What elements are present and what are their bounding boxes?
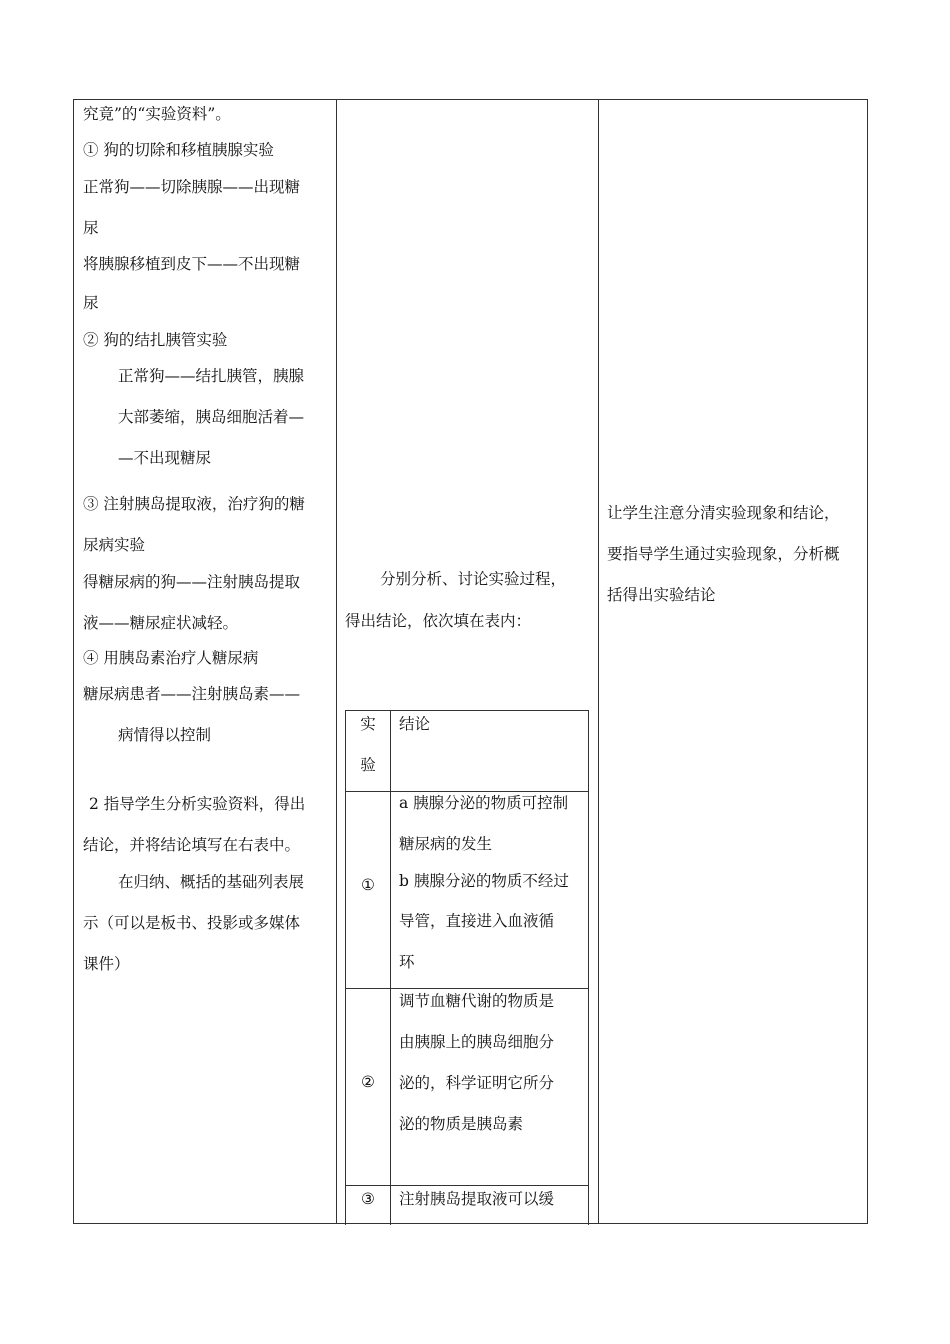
text-line: 正常狗——结扎胰管，胰腺 <box>118 367 305 385</box>
teacher-activity-column <box>74 100 336 1223</box>
text-line: ① 狗的切除和移植胰腺实验 <box>83 141 274 159</box>
text-line: ② 狗的结扎胰管实验 <box>83 331 228 349</box>
conclusion-text: 调节血糖代谢的物质是 <box>399 992 555 1010</box>
text-line: 正常狗——切除胰腺——出现糖 <box>83 178 301 196</box>
text-line: 要指导学生通过实验现象，分析概 <box>607 545 840 563</box>
conclusion-text: 糖尿病的发生 <box>399 835 493 853</box>
text-line: 括得出实验结论 <box>607 586 716 604</box>
header-experiment: 实 <box>360 715 376 733</box>
conclusion-text: 注射胰岛提取液可以缓 <box>399 1190 555 1208</box>
header-experiment: 验 <box>360 756 376 774</box>
text-line: 液——糖尿症状减轻。 <box>83 614 239 632</box>
text-line: 结论，并将结论填写在右表中。 <box>83 836 301 854</box>
text-line: 得糖尿病的狗——注射胰岛提取 <box>83 573 301 591</box>
text-line: 尿 <box>83 294 99 312</box>
text-line: 得出结论，依次填在表内： <box>345 612 532 630</box>
table-row-divider <box>346 791 588 792</box>
conclusion-text: 由胰腺上的胰岛细胞分 <box>399 1033 555 1051</box>
lesson-table <box>73 99 868 1224</box>
text-line: 让学生注意分清实验现象和结论， <box>607 504 840 522</box>
text-line: ④ 用胰岛素治疗人糖尿病 <box>83 649 259 667</box>
text-line: 示（可以是板书、投影或多媒体 <box>83 914 301 932</box>
text-line: 2 指导学生分析实验资料，得出 <box>89 795 306 813</box>
row-number: ① <box>361 876 375 894</box>
table-row-divider <box>346 988 588 989</box>
row-number: ② <box>361 1073 375 1091</box>
table-divider <box>390 711 391 1225</box>
text-line: 课件） <box>83 955 130 973</box>
text-line: ③ 注射胰岛提取液，治疗狗的糖 <box>83 495 305 513</box>
text-line: 分别分析、讨论实验过程， <box>380 570 567 588</box>
text-line: 大部萎缩，胰岛细胞活着— <box>118 408 305 426</box>
text-line: 病情得以控制 <box>118 726 212 744</box>
text-line: 将胰腺移植到皮下——不出现糖 <box>83 255 301 273</box>
row-number: ③ <box>361 1190 375 1208</box>
conclusion-text: 泌的物质是胰岛素 <box>399 1115 524 1133</box>
conclusion-text: a 胰腺分泌的物质可控制 <box>399 794 569 812</box>
text-line: —不出现糖尿 <box>118 449 212 467</box>
text-line: 究竟”的“实验资料”。 <box>83 105 231 123</box>
conclusion-text: 环 <box>399 953 415 971</box>
text-line: 尿病实验 <box>83 536 146 554</box>
text-line: 在归纳、概括的基础列表展 <box>118 873 305 891</box>
conclusion-text: b 胰腺分泌的物质不经过 <box>399 872 569 890</box>
conclusion-text: 泌的，科学证明它所分 <box>399 1074 555 1092</box>
text-line: 尿 <box>83 219 99 237</box>
conclusion-table <box>345 710 589 1225</box>
conclusion-text: 导管，直接进入血液循 <box>399 912 555 930</box>
table-row-divider <box>346 1185 588 1186</box>
design-intent-column <box>598 100 869 1223</box>
header-conclusion: 结论 <box>399 715 431 733</box>
text-line: 糖尿病患者——注射胰岛素—— <box>83 685 301 703</box>
